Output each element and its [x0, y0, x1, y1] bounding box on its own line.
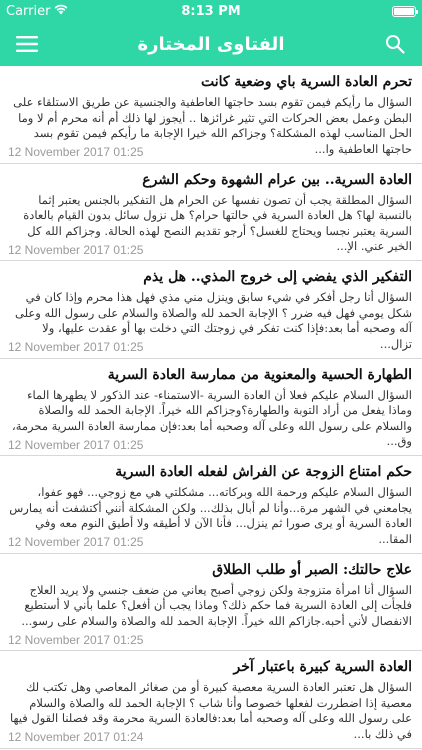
status-time: 8:13 PM [181, 3, 241, 19]
item-title: تحرم العادة السرية باي وضعية كانت [200, 74, 412, 90]
list-item[interactable] [0, 164, 422, 262]
list-item[interactable] [0, 261, 422, 359]
item-excerpt: السؤال السلام عليكم ورحمة الله وبركاته... مشكلتي هي مع زوجي... فهو عفوا، يجامعني في الشهر مرة...وأنا لم أبال بذلك... ولكن المشكلة أنني أكتشفت أنه يمارس العادة السرية أو يرى صورا ثم ينزل... فأنا الآن لا أطيقه ولا أطيق النوم معه وفي المقا... [9, 485, 412, 546]
page-title: الفتاوى المختارة [137, 33, 285, 55]
search-button[interactable] [380, 29, 410, 59]
item-date: 12 November 2017 01:25 [8, 145, 144, 159]
list-item[interactable] [0, 359, 422, 457]
status-bar [0, 0, 422, 22]
item-title: العادة السرية.. بين عرام الشهوة وحكم الشرع [142, 171, 412, 188]
list-item[interactable] [0, 651, 422, 749]
battery-icon [392, 6, 416, 17]
list-item[interactable] [0, 554, 422, 652]
item-date: 12 November 2017 01:25 [8, 535, 144, 549]
search-icon [385, 34, 405, 54]
hamburger-icon [16, 36, 38, 52]
carrier-label: Carrier [6, 3, 51, 19]
item-date: 12 November 2017 01:24 [8, 730, 144, 744]
item-title: الطهارة الحسية والمعنوية من ممارسة العادة السرية [107, 366, 412, 383]
list-item[interactable] [0, 456, 422, 554]
item-excerpt: السؤال ما رأيكم فيمن تقوم بسد حاجتها العاطفية والجنسية عن طريق الاستلقاء على البطن وعمل بعض الحركات التي تثير غرائزها .. أيجوز لها ذلك أم أنه محرم أم لا وما الحل المناسب لهذه المشكلة؟ وجزاكم الله خيرا الإجابة ما رأيكم فيمن تقوم بسد حاجتها العاطفية وا... [13, 95, 412, 156]
item-title: علاج حالتك: الصبر أو طلب الطلاق [212, 561, 412, 578]
status-right [392, 6, 416, 17]
item-excerpt: السؤال أنا رجل أفكر في شيء سابق وينزل مني مذي فهل هذا محرم وإذا كان في شكل يومي فهل فيه ضرر ؟ الإجابة الحمد لله والصلاة والسلام على رسول الله وعلى آله وصحبه أما بعد:فإذا كنت تفكر في زوجتك التي دخلت بها أو عقدت عليها، ولا تزال... [14, 290, 412, 351]
menu-button[interactable] [12, 29, 42, 59]
item-title: حكم امتناع الزوجة عن الفراش لفعله العادة السرية [115, 464, 412, 480]
item-date: 12 November 2017 01:25 [8, 340, 144, 354]
item-excerpt: السؤال السلام عليكم فعلا أن العادة السرية -الاستمناء- عند الذكور لا يطهرها الماء وماذا يفعل من أراد التوبة والطهارة؟وجزاكم الله خيراً. الإجابة الحمد لله والصلاة والسلام على رسول الله وعلى آله وصحبه أما بعد:فإن ممارسة العادة السرية محرمة، وق... [12, 387, 412, 448]
nav-bar [0, 22, 422, 66]
item-title: التفكير الذي يفضي إلى خروج المذي.. هل يذم [143, 269, 412, 285]
item-excerpt: السؤال أنا امرأة متزوجة ولكن زوجي أصبح يعاني من ضعف جنسي ولا يريد العلاج فلجأت إلى العادة السرية فما حكم ذلك؟ وماذا يجب أن أفعل؟ علما بأني لا أستطيع الانفصال لأني أحبه.جازاكم الله خيراً. الإجابة الحمد لله والصلاة والسلام على رسو... [21, 582, 412, 628]
item-excerpt: السؤال هل تعتبر العادة السرية معصية كبيرة أو من صغائر المعاصي وهل تكتب لك معصية إذا اضطررت لفعلها خصوصا وأنا شاب ؟ الإجابة الحمد لله والصلاة والسلام على رسول الله وعلى آله وصحبه أما بعد:فالعادة السرية محرمة وقد فصلنا القول فيها في ذلك با... [9, 680, 412, 741]
item-date: 12 November 2017 01:25 [8, 242, 144, 257]
fatwa-list [0, 66, 422, 750]
item-date: 12 November 2017 01:25 [8, 632, 144, 647]
item-date: 12 November 2017 01:25 [8, 437, 144, 452]
list-item[interactable] [0, 66, 422, 164]
item-excerpt: السؤال المطلقة يجب أن تصون نفسها عن الحرام هل التفكير بالجنس يعتبر إثما بالنسبة لها؟ هل العادة السرية في حالتها حرام؟ هل نزول سائل بدون القيام بالعادة السرية يعتبر نجسا ويحتاج للغسل؟ أرجو تقديم النصح لهذه الحالة. وجزاكم الله كل الخير عني. الإ... [23, 192, 412, 253]
item-title: العادة السرية كبيرة باعتبار آخر [233, 659, 412, 675]
